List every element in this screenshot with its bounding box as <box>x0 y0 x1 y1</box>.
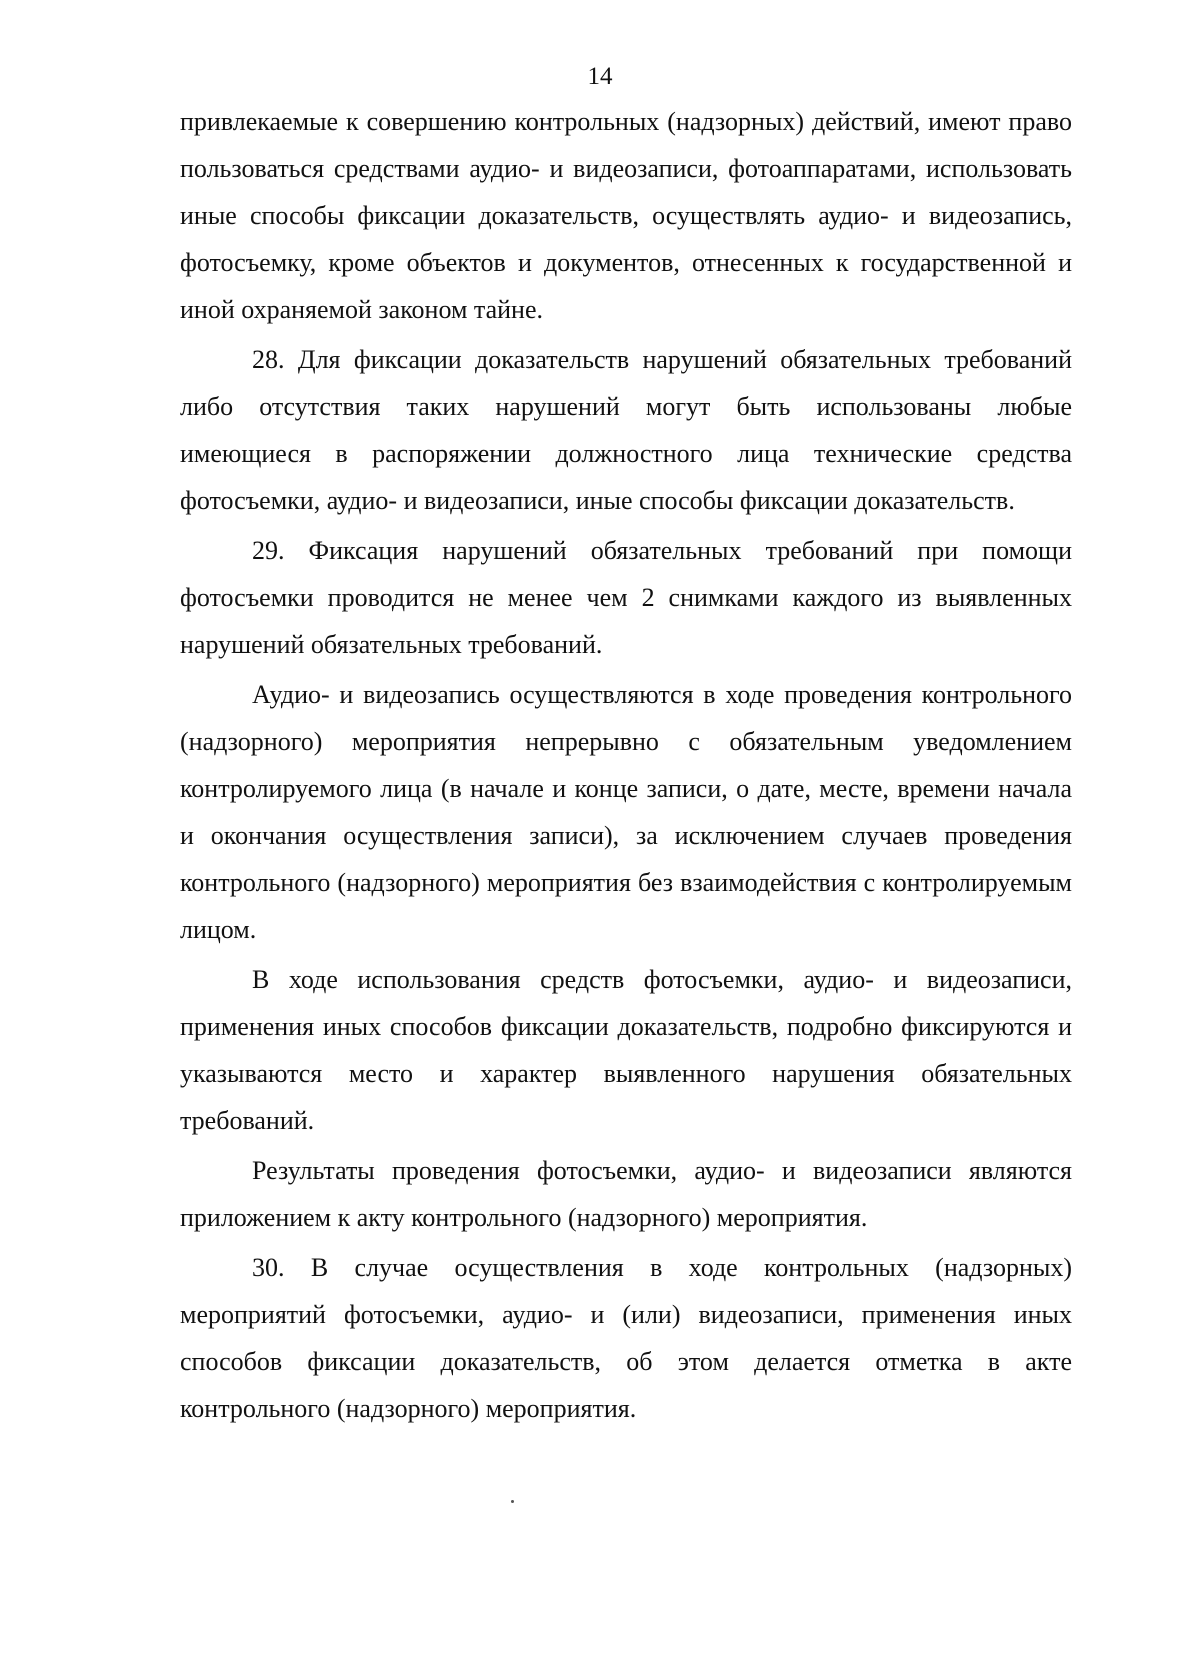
paragraph-item-29: 29. Фиксация нарушений обязательных требований при помощи фотосъемки проводится не менее чем 2 снимками каждого из выявленных нарушений обязательных требований. <box>180 536 1072 659</box>
paragraph-item-30: 30. В случае осуществления в ходе контрольных (надзорных) мероприятий фотосъемки, аудио- и (или) видеозаписи, применения иных способов фиксации доказательств, об этом делается отметка в акте контрольного (надзорного) мероприятия. <box>180 1253 1072 1423</box>
document-body <box>180 98 1072 1432</box>
page-number: 14 <box>587 63 613 90</box>
paragraph-item-29-details: В ходе использования средств фотосъемки, аудио- и видеозаписи, применения иных способов фиксации доказательств, подробно фиксируются и указываются место и характер выявленного нарушения обязательных требований. <box>180 965 1072 1135</box>
paragraph-item-29-audio: Аудио- и видеозапись осуществляются в ходе проведения контрольного (надзорного) мероприятия непрерывно с обязательным уведомлением контролируемого лица (в начале и конце записи, о дате, месте, времени начала и окончания осуществления записи), за исключением случаев проведения контрольного (надзорного) мероприятия без взаимодействия с контролируемым лицом. <box>180 680 1072 944</box>
scan-dot-mark <box>511 1500 514 1503</box>
paragraph-item-29-results: Результаты проведения фотосъемки, аудио- и видеозаписи являются приложением к акту контрольного (надзорного) мероприятия. <box>180 1156 1072 1232</box>
paragraph-item-28: 28. Для фиксации доказательств нарушений обязательных требований либо отсутствия таких нарушений могут быть использованы любые имеющиеся в распоряжении должностного лица технические средства фотосъемки, аудио- и видеозаписи, иные способы фиксации доказательств. <box>180 345 1072 515</box>
paragraph-continuation: привлекаемые к совершению контрольных (надзорных) действий, имеют право пользоваться средствами аудио- и видеозаписи, фотоаппаратами, использовать иные способы фиксации доказательств, осуществлять аудио- и видеозапись, фотосъемку, кроме объектов и документов, отнесенных к государственной и иной охраняемой законом тайне. <box>180 107 1072 324</box>
